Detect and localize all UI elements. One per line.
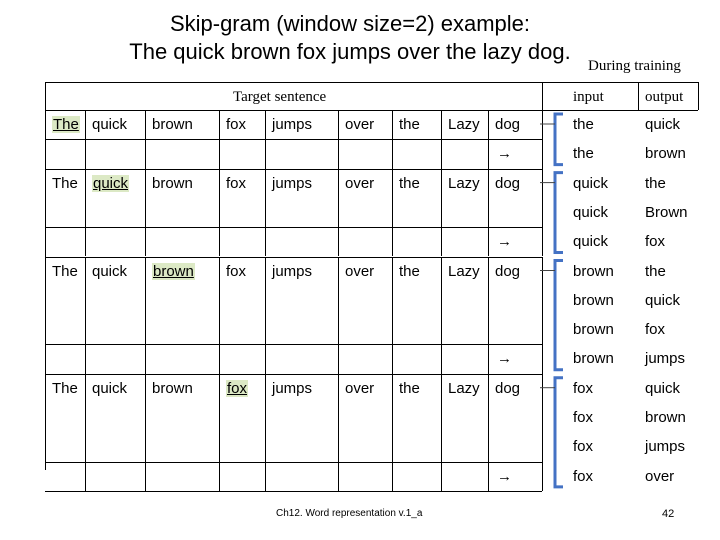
sentence-word-0-2: brown — [152, 116, 193, 133]
output-cell-2-1: quick — [645, 291, 681, 309]
group-bracket-1 — [555, 173, 563, 253]
sentence-word-3-2: brown — [152, 379, 193, 397]
input-cell-0-0: the — [573, 116, 594, 133]
target-word-highlight: fox — [227, 379, 248, 397]
sentence-word-0-1: quick — [92, 116, 128, 133]
sentence-word-3-7: Lazy — [448, 379, 480, 397]
target-word-highlight: quick — [93, 174, 129, 192]
sentence-word-3-8: dog — [495, 379, 521, 397]
sentence-word-3-1: quick — [92, 379, 128, 397]
input-cell-1-0: quick — [573, 174, 609, 192]
input-cell-2-0: brown — [573, 262, 614, 280]
sentence-word-1-6: the — [399, 174, 420, 192]
sentence-word-1-3: fox — [226, 174, 247, 192]
sentence-word-2-3: fox — [226, 262, 247, 280]
output-cell-3-3: over — [645, 467, 675, 485]
sentence-word-0-3: fox — [226, 116, 247, 133]
sentence-word-0-5: over — [345, 116, 375, 133]
group-bracket-3 — [555, 378, 563, 487]
sentence-word-3-4: jumps — [272, 379, 313, 397]
target-word-highlight: The — [53, 116, 79, 133]
page-number: 42 — [662, 508, 675, 520]
sentence-word-1-2: brown — [152, 174, 193, 192]
sentence-word-1-7: Lazy — [448, 174, 480, 192]
sentence-word-3-6: the — [399, 379, 420, 397]
arrow-3: → — [497, 467, 512, 485]
output-cell-3-0: quick — [645, 379, 681, 397]
sentence-word-0-4: jumps — [272, 116, 313, 133]
arrow-2: → — [497, 350, 512, 368]
sentence-word-1-4: jumps — [272, 174, 313, 192]
output-cell-1-0: the — [645, 174, 666, 192]
input-cell-1-2: quick — [573, 233, 609, 251]
sentence-word-1-5: over — [345, 174, 375, 192]
output-cell-3-2: jumps — [645, 438, 686, 456]
output-cell-3-1: brown — [645, 409, 686, 426]
input-cell-0-1: the — [573, 145, 594, 163]
sentence-word-2-7: Lazy — [448, 262, 480, 280]
input-cell-3-1: fox — [573, 409, 594, 426]
input-cell-3-0: fox — [573, 379, 594, 397]
sentence-word-2-0: The — [52, 262, 78, 280]
slide-footer: Ch12. Word representation v.1_a — [276, 508, 423, 519]
sentence-word-0-7: Lazy — [448, 116, 480, 133]
group-bracket-2 — [555, 261, 563, 370]
title-line-2: The quick brown fox jumps over the lazy dog. — [129, 39, 571, 64]
title-line-1: Skip-gram (window size=2) example: — [169, 11, 531, 36]
sentence-word-2-5: over — [345, 262, 375, 280]
sentence-word-2-8: dog — [495, 262, 521, 280]
sentence-word-3-0: The — [52, 379, 78, 397]
sentence-word-2-6: the — [399, 262, 420, 280]
group-bracket-0 — [555, 114, 563, 165]
input-cell-2-2: brown — [573, 321, 614, 339]
input-header: input — [573, 89, 604, 105]
input-cell-3-2: fox — [573, 438, 594, 456]
sentence-word-2-1: quick — [92, 262, 128, 280]
output-cell-0-0: quick — [645, 116, 681, 133]
sentence-word-0-6: the — [399, 116, 420, 133]
output-header: output — [645, 89, 684, 105]
output-cell-2-2: fox — [645, 321, 666, 339]
output-cell-2-0: the — [645, 262, 666, 280]
input-cell-2-1: brown — [573, 291, 614, 309]
sentence-word-0-8: dog — [495, 116, 521, 133]
sentence-word-1-8: dog — [495, 174, 521, 192]
arrow-1: → — [497, 233, 512, 251]
target-word-highlight: brown — [153, 262, 194, 280]
arrow-0: → — [497, 145, 512, 163]
input-cell-2-3: brown — [573, 350, 614, 368]
during-training-label: During training — [588, 58, 681, 74]
output-cell-1-1: Brown — [645, 203, 688, 221]
input-cell-3-3: fox — [573, 467, 594, 485]
input-cell-1-1: quick — [573, 203, 609, 221]
output-cell-2-3: jumps — [645, 350, 686, 368]
sentence-word-3-5: over — [345, 379, 375, 397]
output-cell-0-1: brown — [645, 145, 686, 163]
target-sentence-header: Target sentence — [233, 89, 327, 105]
sentence-word-2-4: jumps — [272, 262, 313, 280]
sentence-word-1-0: The — [52, 174, 78, 192]
output-cell-1-2: fox — [645, 233, 666, 251]
